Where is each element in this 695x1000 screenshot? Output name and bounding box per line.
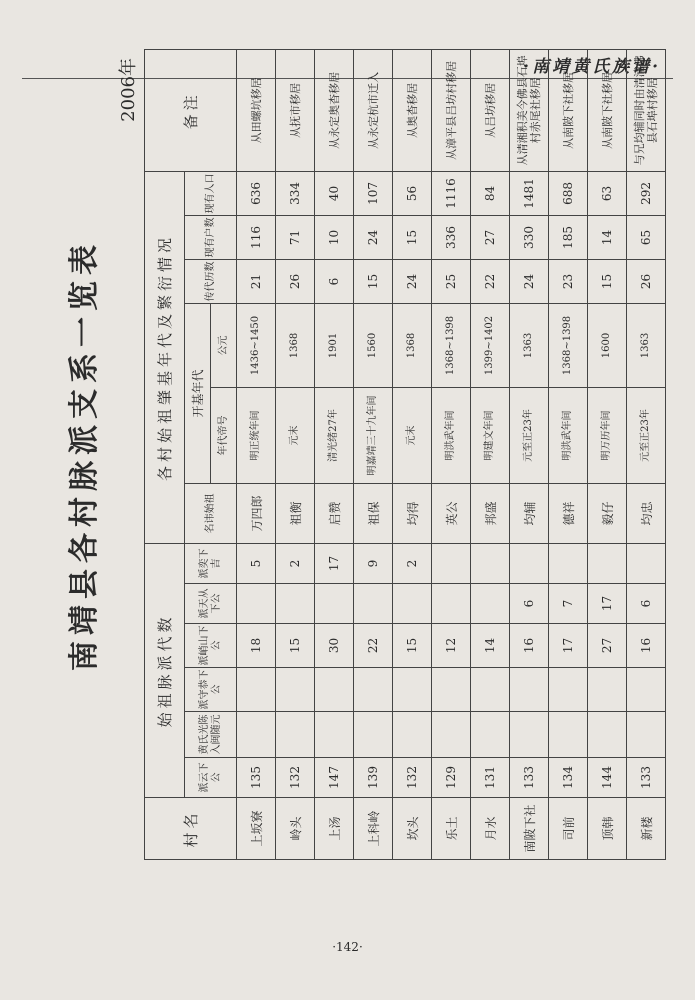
yiji-cell: 9 [354,543,393,583]
shougong-cell [627,668,666,712]
tiancong-cell [393,584,432,624]
qiaoshan-cell: 16 [510,624,549,668]
table-row [237,49,276,859]
ad-cell: 1560 [354,303,393,387]
ancestor-cell: 英公 [432,483,471,543]
generations-cell: 15 [354,259,393,303]
remark-cell: 从吕坊移居 [471,49,510,171]
generations-cell: 6 [315,259,354,303]
table-row [627,49,666,859]
yiji-cell [510,543,549,583]
chen-cell [237,712,276,758]
header-col-yun: 派云下公 [185,758,237,798]
table-row [315,49,354,859]
village-cell: 南陂下社 [510,798,549,860]
header-remarks: 备注 [145,49,237,171]
yun-cell: 134 [549,758,588,798]
lineage-table [144,49,666,860]
households-cell: 15 [393,215,432,259]
header-col-chen: 黄氏光陈入闽随元 [185,712,237,758]
table-year: 2006年 [118,58,139,122]
qiaoshan-cell: 30 [315,624,354,668]
chen-cell [627,712,666,758]
ancestor-cell: 均得 [393,483,432,543]
reign-cell: 明万历年间 [588,387,627,483]
yiji-cell [549,543,588,583]
shougong-cell [471,668,510,712]
village-cell: 岭头 [276,798,315,860]
village-cell: 乐土 [432,798,471,860]
ad-cell: 1368 [393,303,432,387]
tiancong-cell: 7 [549,584,588,624]
households-cell: 330 [510,215,549,259]
households-cell: 10 [315,215,354,259]
ancestor-cell: 祖衡 [276,483,315,543]
table-body [237,49,666,859]
village-cell: 上坂寮 [237,798,276,860]
table-row [471,49,510,859]
generations-cell: 26 [276,259,315,303]
chen-cell [315,712,354,758]
chen-cell [471,712,510,758]
ancestor-cell: 启赞 [315,483,354,543]
households-cell: 116 [237,215,276,259]
generations-cell: 15 [588,259,627,303]
generations-cell: 25 [432,259,471,303]
population-cell: 1481 [510,171,549,215]
page-number: ·142· [332,940,363,954]
book-header-title: ·南靖黄氏族谱· [523,57,661,77]
shougong-cell [354,668,393,712]
village-cell: 月水 [471,798,510,860]
population-cell: 292 [627,171,666,215]
chen-cell [549,712,588,758]
shougong-cell [588,668,627,712]
yiji-cell: 17 [315,543,354,583]
reign-cell: 明洪武年间 [432,387,471,483]
yun-cell: 144 [588,758,627,798]
header-col-tiancong: 派天从下公 [185,584,237,624]
generations-cell: 23 [549,259,588,303]
ancestor-cell: 万四郎 [237,483,276,543]
ad-cell: 1399~1402 [471,303,510,387]
generations-cell: 22 [471,259,510,303]
generations-cell: 24 [393,259,432,303]
households-cell: 14 [588,215,627,259]
generations-cell: 26 [627,259,666,303]
population-cell: 334 [276,171,315,215]
shougong-cell [510,668,549,712]
ad-cell: 1901 [315,303,354,387]
ad-cell: 1436~1450 [237,303,276,387]
ad-cell: 1600 [588,303,627,387]
remark-cell: 从永定奥杳移居 [315,49,354,171]
yiji-cell [432,543,471,583]
chen-cell [510,712,549,758]
village-cell: 新楼 [627,798,666,860]
reign-cell: 明洪武年间 [549,387,588,483]
qiaoshan-cell: 16 [627,624,666,668]
reign-cell: 元至正23年 [510,387,549,483]
reign-cell: 元末 [276,387,315,483]
header-era-ad: 公元 [211,303,237,387]
village-cell: 上汤 [315,798,354,860]
population-cell: 1116 [432,171,471,215]
qiaoshan-cell: 22 [354,624,393,668]
population-cell: 40 [315,171,354,215]
ad-cell: 1363 [510,303,549,387]
tiancong-cell [237,584,276,624]
shougong-cell [393,668,432,712]
remark-cell: 从田螺坑移居 [237,49,276,171]
remark-cell: 从漳平县吕坊村移居 [432,49,471,171]
yun-cell: 132 [393,758,432,798]
header-village: 村名 [145,798,237,860]
shougong-cell [315,668,354,712]
reign-cell: 元末 [393,387,432,483]
remark-cell: 从南陂下社移居 [549,49,588,171]
table-row [354,49,393,859]
reign-cell: 清光绪27年 [315,387,354,483]
remark-cell: 从永定杭市迁入 [354,49,393,171]
header-founding-group: 各村始祖肇基年代及繁衍情况 [145,171,185,543]
households-cell: 71 [276,215,315,259]
yun-cell: 147 [315,758,354,798]
yun-cell: 139 [354,758,393,798]
header-col-shougong: 派守恭下公 [185,668,237,712]
table-row [432,49,471,859]
village-cell: 上科岭 [354,798,393,860]
ad-cell: 1368~1398 [432,303,471,387]
tiancong-cell [471,584,510,624]
remark-cell: 从清湘积美今佛县石埠村赤尾社移居 [510,49,549,171]
tiancong-cell: 17 [588,584,627,624]
header-population: 现有人口 [185,171,237,215]
table-row [276,49,315,859]
yun-cell: 129 [432,758,471,798]
shougong-cell [276,668,315,712]
tiancong-cell [315,584,354,624]
reign-cell: 明嘉靖三十九年间 [354,387,393,483]
header-ancestor: 名讳始祖 [185,483,237,543]
chen-cell [276,712,315,758]
population-cell: 63 [588,171,627,215]
generations-cell: 24 [510,259,549,303]
reign-cell: 明建文年间 [471,387,510,483]
ad-cell: 1368 [276,303,315,387]
qiaoshan-cell: 15 [393,624,432,668]
header-lineage-group: 始祖脉派代数 [145,543,185,797]
header-era-group: 开基年代 [185,303,211,483]
table-row [510,49,549,859]
remark-cell: 与兄均辅同时由清浦佛县石埠村移居 [627,49,666,171]
yun-cell: 135 [237,758,276,798]
qiaoshan-cell: 12 [432,624,471,668]
yun-cell: 131 [471,758,510,798]
households-cell: 336 [432,215,471,259]
table-row [549,49,588,859]
chen-cell [432,712,471,758]
remark-cell: 从南陂下社移居 [588,49,627,171]
tiancong-cell [276,584,315,624]
village-cell: 司前 [549,798,588,860]
remark-cell: 从抚市移居 [276,49,315,171]
population-cell: 107 [354,171,393,215]
header-col-qiaoshan: 派峭山下公 [185,624,237,668]
village-cell: 坎头 [393,798,432,860]
tiancong-cell [432,584,471,624]
population-cell: 636 [237,171,276,215]
yiji-cell [627,543,666,583]
header-generations: 传代历数 [185,259,237,303]
population-cell: 688 [549,171,588,215]
shougong-cell [237,668,276,712]
households-cell: 65 [627,215,666,259]
qiaoshan-cell: 18 [237,624,276,668]
households-cell: 185 [549,215,588,259]
ancestor-cell: 邦盛 [471,483,510,543]
qiaoshan-cell: 15 [276,624,315,668]
generations-cell: 21 [237,259,276,303]
header-era-reign: 年代帝号 [211,387,237,483]
reign-cell: 明正统年间 [237,387,276,483]
header-col-yiji: 派奕下吉 [185,543,237,583]
table-title: 南靖县各村脉派支系一览表 [67,239,102,671]
table-row [393,49,432,859]
households-cell: 24 [354,215,393,259]
yiji-cell [471,543,510,583]
tiancong-cell: 6 [510,584,549,624]
shougong-cell [432,668,471,712]
table-row [588,49,627,859]
ancestor-cell: 毅仔 [588,483,627,543]
yiji-cell: 5 [237,543,276,583]
ad-cell: 1363 [627,303,666,387]
yun-cell: 133 [510,758,549,798]
ancestor-cell: 德祥 [549,483,588,543]
qiaoshan-cell: 27 [588,624,627,668]
ancestor-cell: 均辅 [510,483,549,543]
ancestor-cell: 均忠 [627,483,666,543]
chen-cell [588,712,627,758]
ad-cell: 1368~1398 [549,303,588,387]
ancestor-cell: 祖保 [354,483,393,543]
chen-cell [354,712,393,758]
tiancong-cell: 6 [627,584,666,624]
yiji-cell [588,543,627,583]
header-households: 现有户数 [185,215,237,259]
remark-cell: 从奥杳移居 [393,49,432,171]
qiaoshan-cell: 17 [549,624,588,668]
village-cell: 顶韩 [588,798,627,860]
qiaoshan-cell: 14 [471,624,510,668]
population-cell: 84 [471,171,510,215]
population-cell: 56 [393,171,432,215]
chen-cell [393,712,432,758]
yun-cell: 133 [627,758,666,798]
shougong-cell [549,668,588,712]
tiancong-cell [354,584,393,624]
yiji-cell: 2 [393,543,432,583]
reign-cell: 元至正23年 [627,387,666,483]
yun-cell: 132 [276,758,315,798]
yiji-cell: 2 [276,543,315,583]
households-cell: 27 [471,215,510,259]
